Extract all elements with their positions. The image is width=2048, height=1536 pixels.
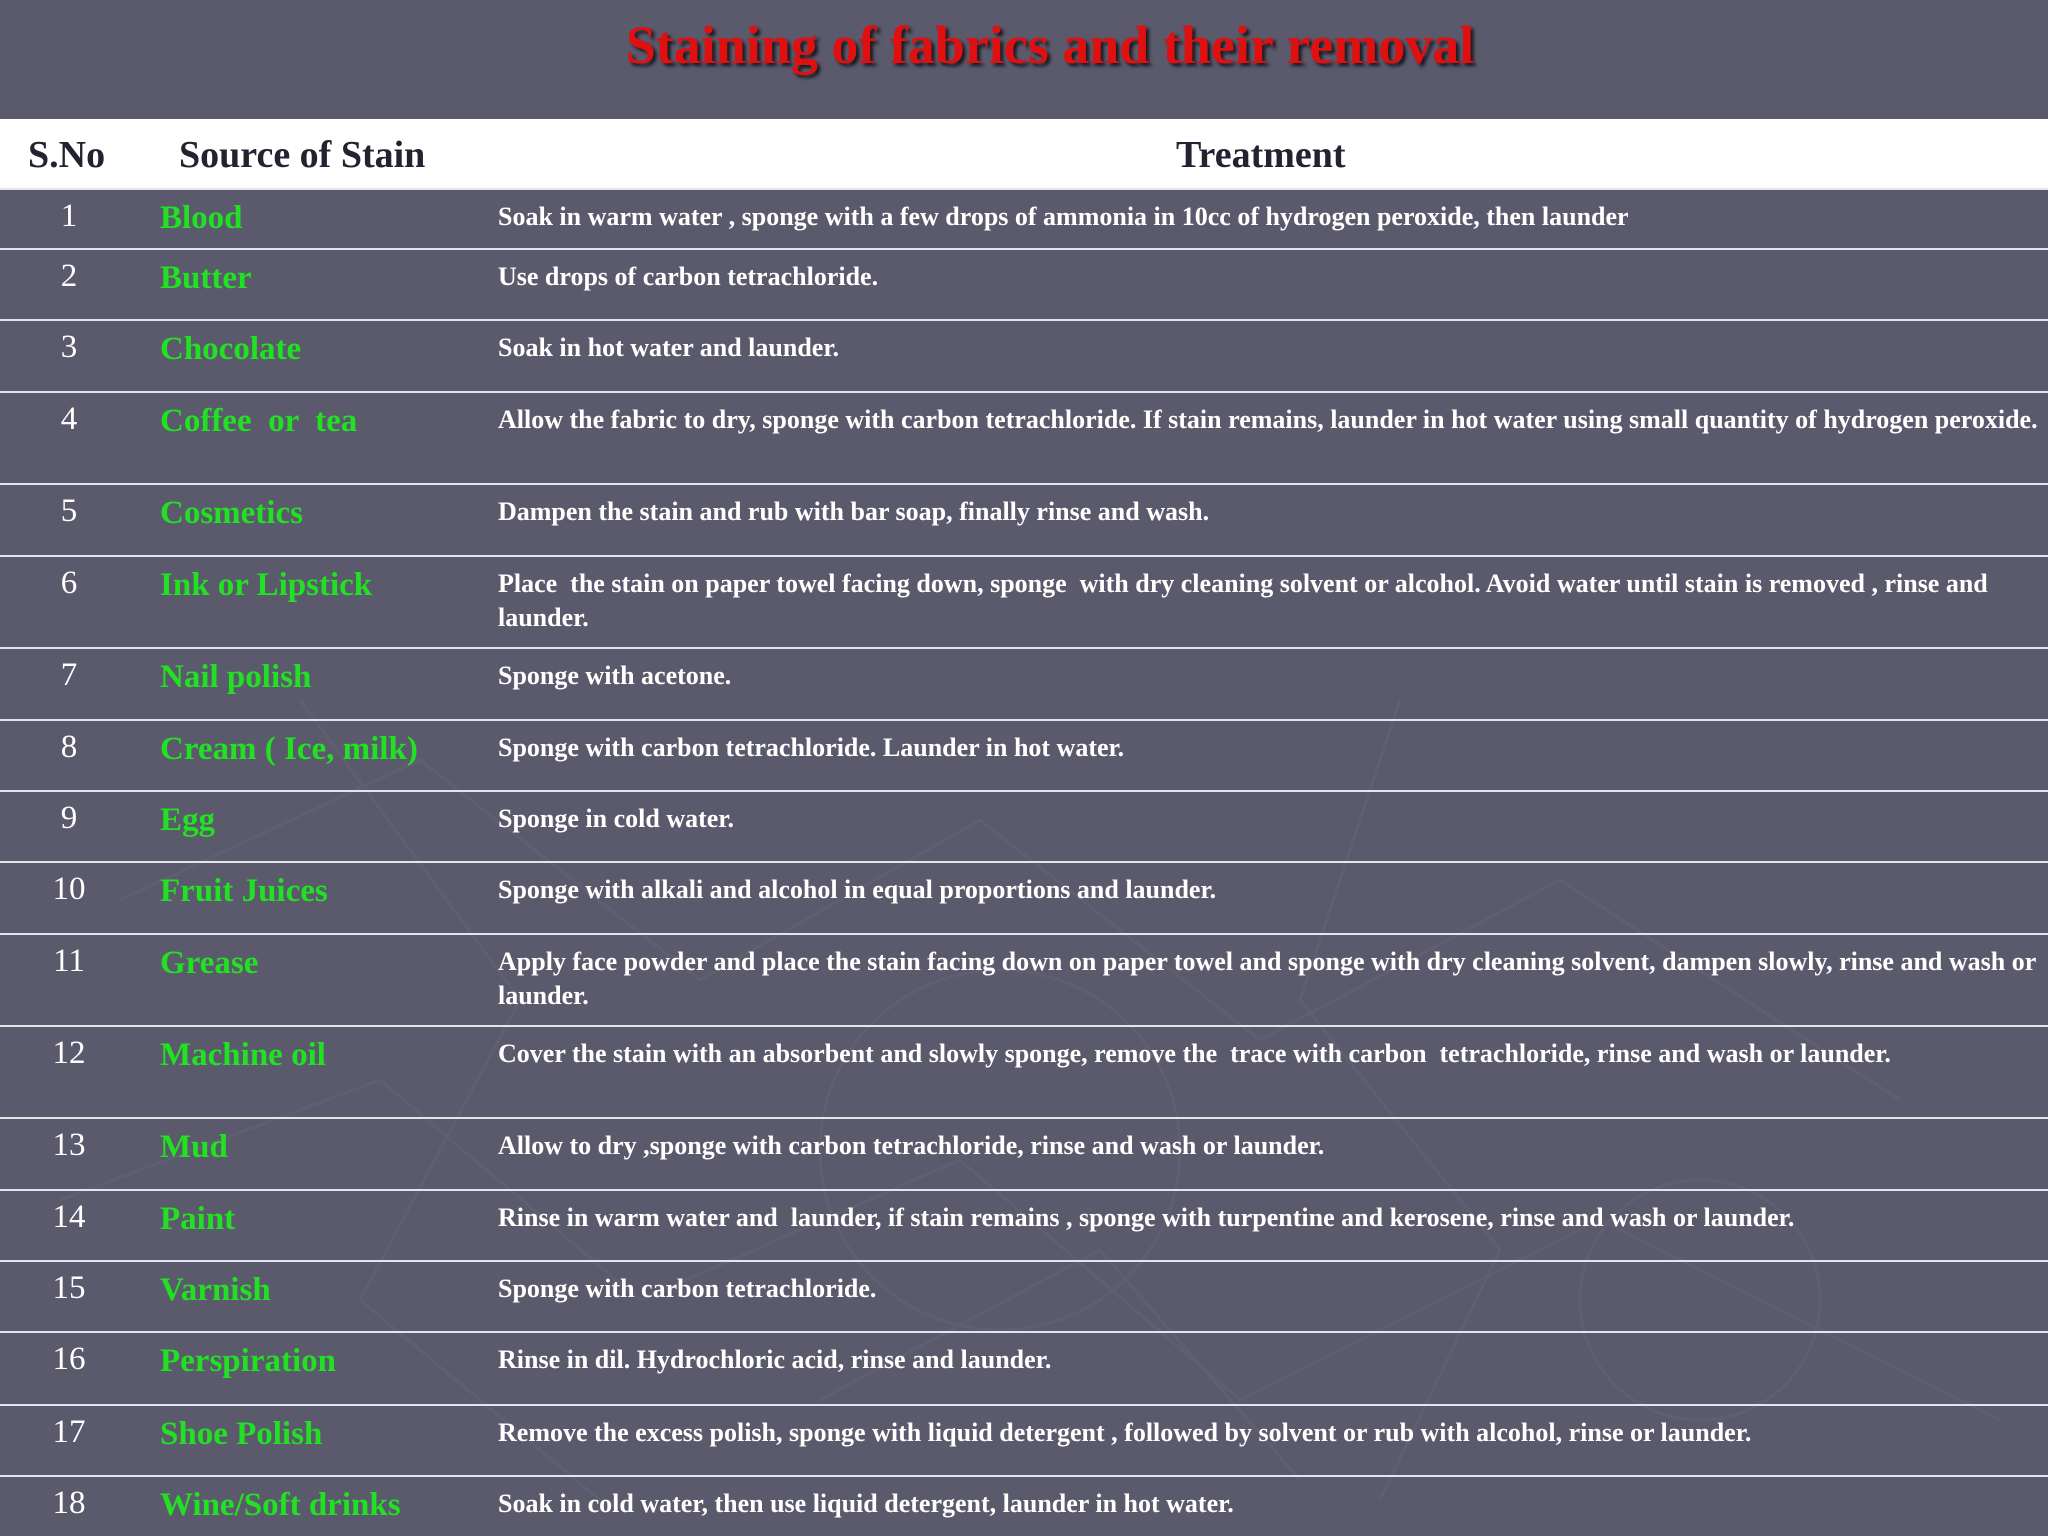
row-number: 7 [60, 657, 78, 693]
table-row [0, 647, 2048, 719]
stain-source: Cosmetics [160, 495, 303, 531]
row-number: 6 [60, 565, 78, 601]
stain-treatment: Soak in warm water , sponge with a few drops of ammonia in 10cc of hydrogen peroxide, then launder [498, 202, 1629, 231]
table-row [0, 1189, 2048, 1260]
table-header [0, 119, 2048, 188]
header-source-of-stain: Source of Stain [179, 134, 426, 176]
stain-treatment: Sponge with alkali and alcohol in equal proportions and launder. [498, 875, 1217, 904]
header-treatment: Treatment [1176, 134, 1346, 176]
stain-treatment: Remove the excess polish, sponge with liquid detergent , followed by solvent or rub with alcohol, rinse or launder. [498, 1418, 1752, 1447]
row-number: 1 [60, 198, 78, 234]
stain-treatment: Soak in hot water and launder. [498, 333, 839, 362]
row-number: 2 [60, 258, 78, 294]
stain-source: Chocolate [160, 331, 302, 367]
table-row [0, 319, 2048, 391]
row-number: 15 [52, 1270, 86, 1306]
row-number: 3 [60, 329, 78, 365]
stain-treatment: Place the stain on paper towel facing down, sponge with dry cleaning solvent or alcohol. Avoid water until stain is removed , rinse and launder. [498, 569, 1995, 632]
stain-treatment: Soak in cold water, then use liquid detergent, launder in hot water. [498, 1489, 1234, 1518]
stain-source: Nail polish [160, 659, 312, 695]
row-number: 13 [52, 1127, 86, 1163]
row-number: 10 [52, 871, 86, 907]
row-number: 18 [52, 1485, 86, 1521]
stain-source: Butter [160, 260, 252, 296]
stain-treatment: Rinse in dil. Hydrochloric acid, rinse and launder. [498, 1345, 1052, 1374]
table-row [0, 933, 2048, 1025]
stain-source: Egg [160, 802, 216, 838]
stain-source: Wine/Soft drinks [160, 1487, 401, 1523]
stain-source: Coffee or tea [160, 403, 358, 439]
stain-source: Blood [160, 200, 243, 236]
table-row [0, 790, 2048, 861]
stain-treatment: Sponge in cold water. [498, 804, 734, 833]
stain-treatment: Apply face powder and place the stain facing down on paper towel and sponge with dry cleaning solvent, dampen slowly, rinse and wash or launder. [498, 947, 2043, 1010]
table-row [0, 555, 2048, 647]
stain-treatment: Use drops of carbon tetrachloride. [498, 262, 879, 291]
stain-source: Machine oil [160, 1037, 326, 1073]
row-number: 14 [52, 1199, 86, 1235]
stain-treatment: Rinse in warm water and launder, if stain remains , sponge with turpentine and kerosene, rinse and wash or launder. [498, 1203, 1795, 1232]
table-row [0, 391, 2048, 483]
table-row [0, 1404, 2048, 1475]
stain-source: Cream ( Ice, milk) [160, 731, 418, 767]
stain-treatment: Dampen the stain and rub with bar soap, finally rinse and wash. [498, 497, 1210, 526]
stain-source: Shoe Polish [160, 1416, 323, 1452]
row-number: 4 [60, 401, 78, 437]
table-row [0, 1117, 2048, 1189]
stain-treatment: Allow the fabric to dry, sponge with carbon tetrachloride. If stain remains, launder in hot water using small quantity of hydrogen peroxide. [498, 405, 2038, 434]
row-number: 12 [52, 1035, 86, 1071]
row-number: 8 [60, 729, 78, 765]
stain-treatment: Allow to dry ,sponge with carbon tetrachloride, rinse and wash or launder. [498, 1131, 1325, 1160]
stain-treatment: Cover the stain with an absorbent and slowly sponge, remove the trace with carbon tetrachloride, rinse and wash or launder. [498, 1039, 1891, 1068]
table-row [0, 1025, 2048, 1117]
stain-treatment: Sponge with acetone. [498, 661, 732, 690]
table-row [0, 1331, 2048, 1404]
row-number: 17 [52, 1414, 86, 1450]
table-row [0, 1260, 2048, 1331]
row-number: 11 [53, 943, 85, 979]
stain-source: Paint [160, 1201, 236, 1237]
table-row [0, 1475, 2048, 1536]
stain-source: Fruit Juices [160, 873, 328, 909]
table-row [0, 188, 2048, 248]
stain-source: Mud [160, 1129, 228, 1165]
header-sno: S.No [28, 134, 106, 176]
stain-treatment: Sponge with carbon tetrachloride. Launder in hot water. [498, 733, 1125, 762]
stain-source: Varnish [160, 1272, 271, 1308]
table-row [0, 483, 2048, 555]
table-row [0, 248, 2048, 319]
table-row [0, 861, 2048, 933]
stain-source: Perspiration [160, 1343, 336, 1379]
stain-source: Ink or Lipstick [160, 567, 373, 603]
row-number: 16 [52, 1341, 86, 1377]
page-title: Staining of fabrics and their removal [625, 15, 1475, 75]
stain-source: Grease [160, 945, 259, 981]
row-number: 5 [60, 493, 78, 529]
row-number: 9 [60, 800, 78, 836]
stain-treatment: Sponge with carbon tetrachloride. [498, 1274, 877, 1303]
table-row [0, 719, 2048, 790]
